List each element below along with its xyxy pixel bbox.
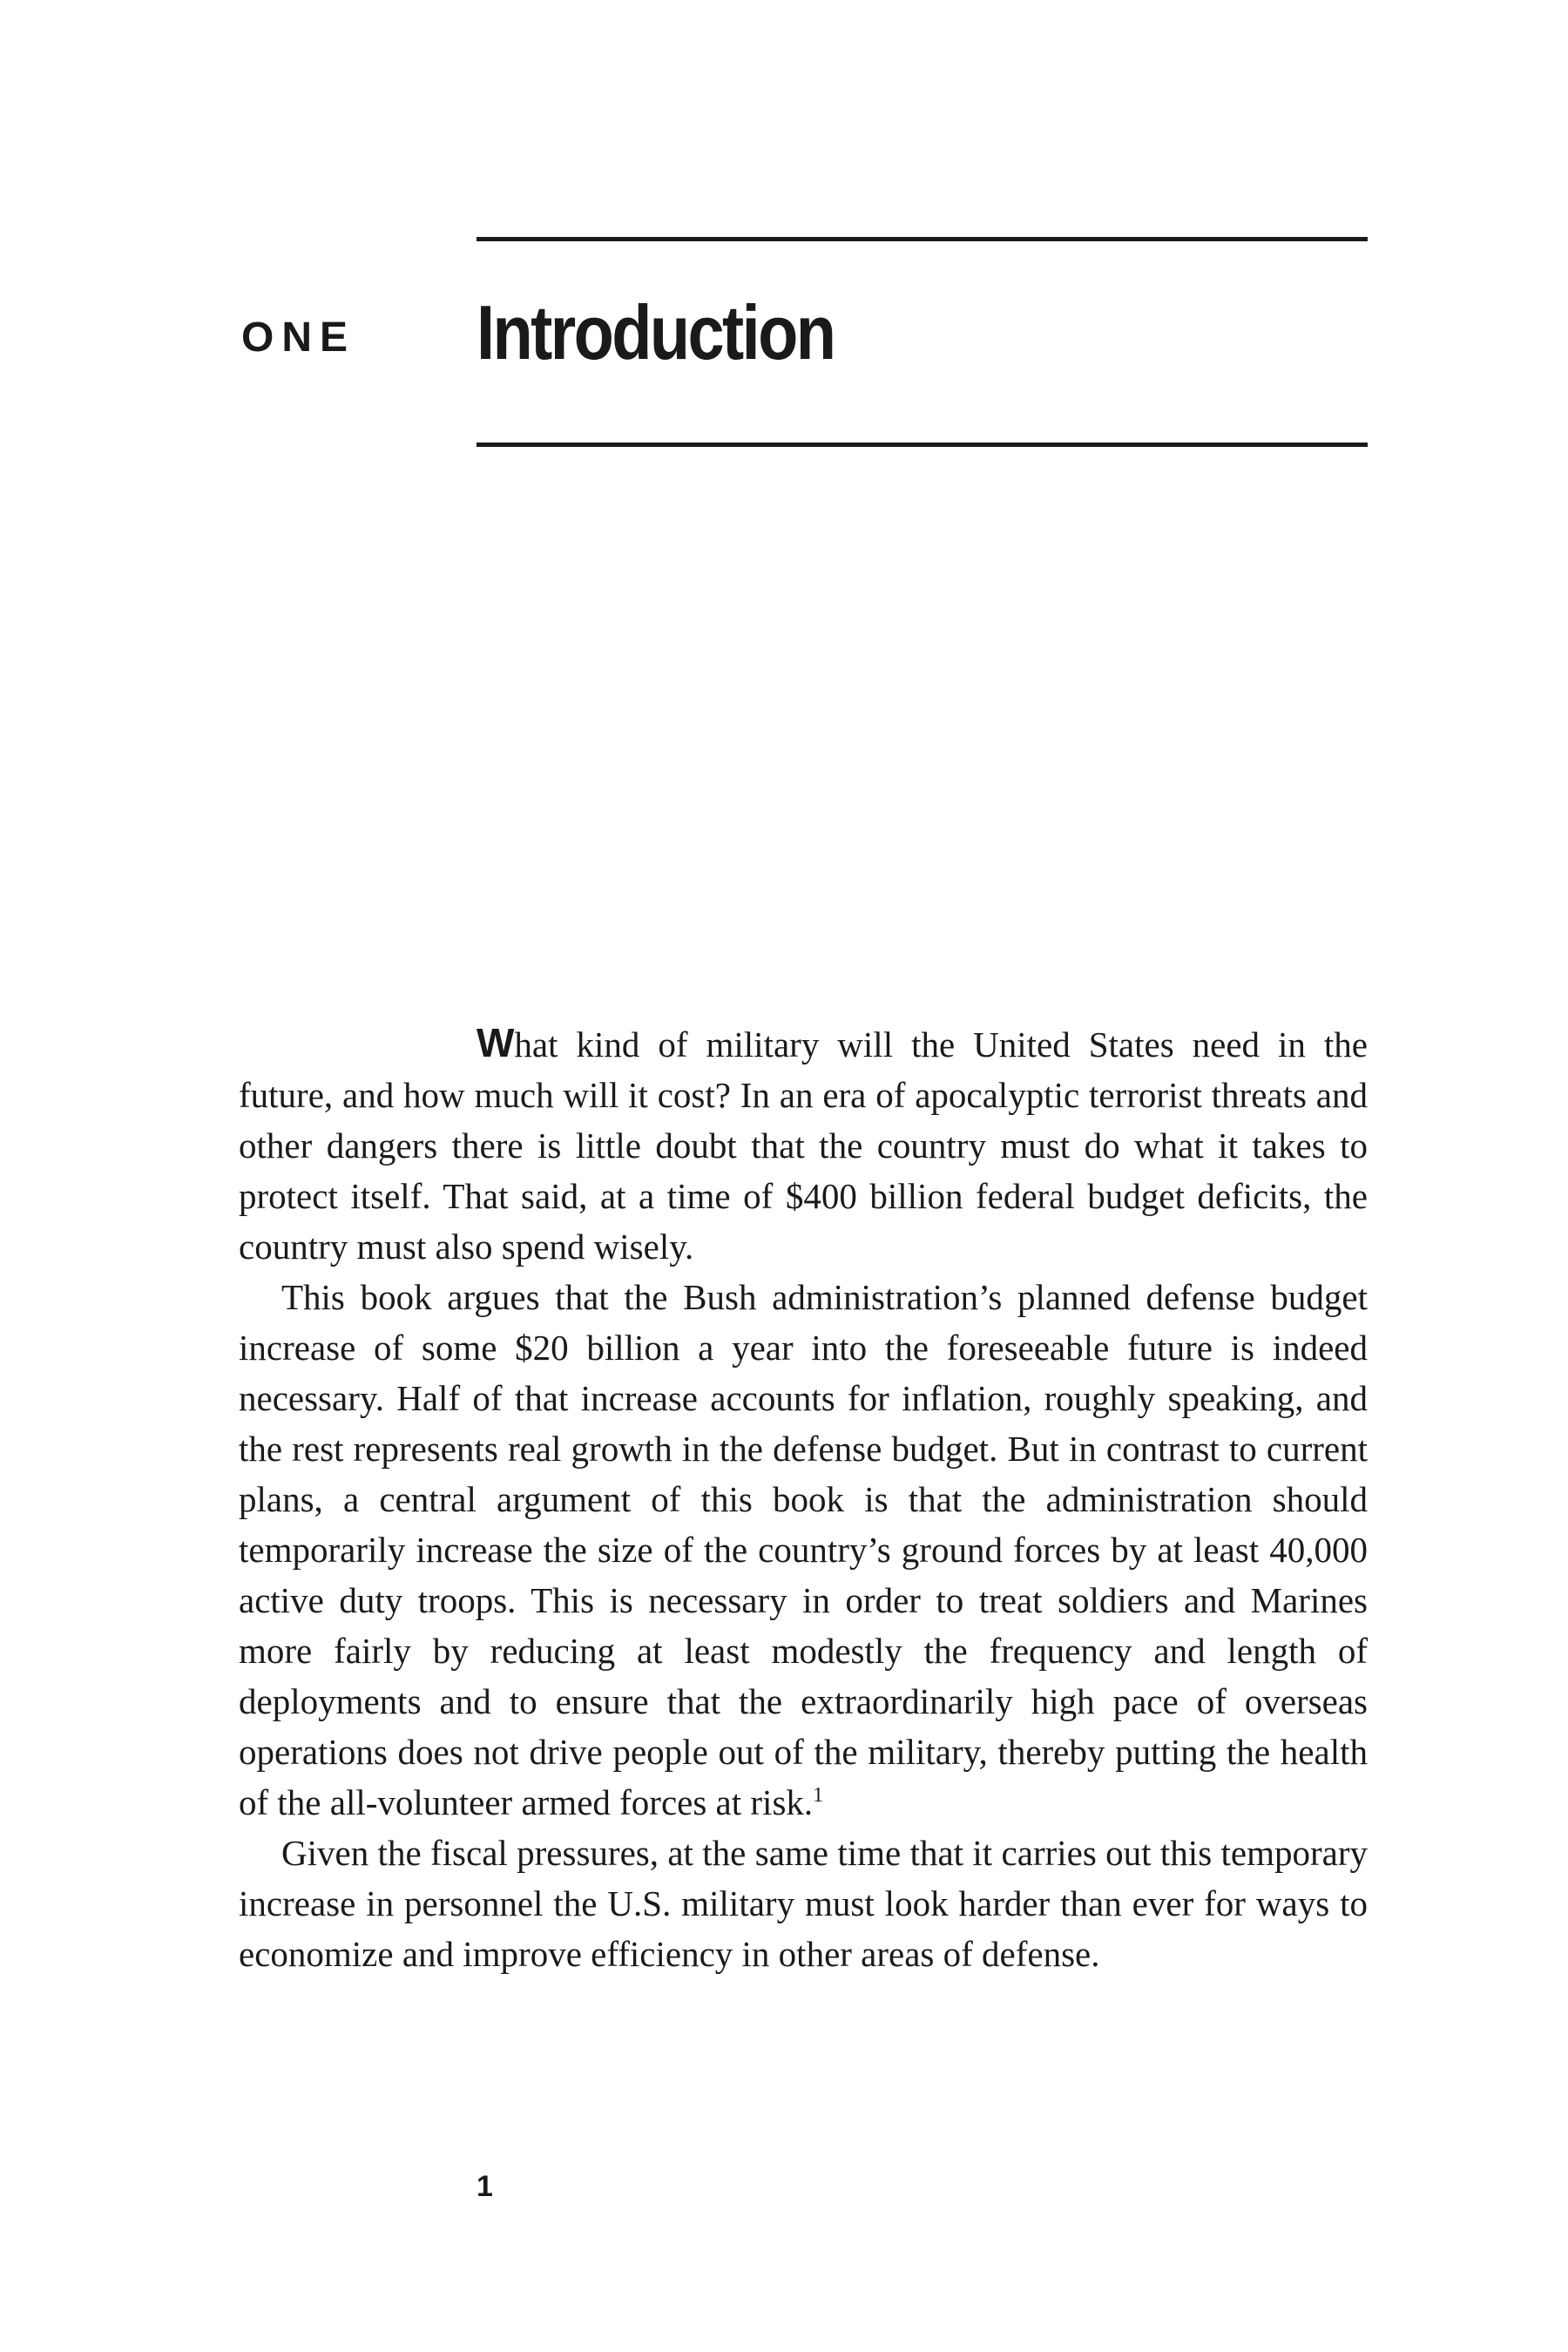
chapter-title: Introduction (476, 289, 835, 375)
initial-letter: W (476, 1020, 515, 1065)
paragraph-text: Given the fiscal pressures, at the same time that it carries out this temporary increase in personnel the U.S. military must look harder than ever for ways to economize and improve efficiency in other areas of defense. (239, 1833, 1368, 1974)
paragraph (239, 1017, 1368, 1272)
footnote-marker[interactable]: 1 (813, 1784, 824, 1807)
paragraph-text: hat kind of military will the United States need in the future, and how much will it cost? In an era of apocalyptic terrorist threats and other dangers there is little doubt that the country must do what it takes to protect itself. That said, at a time of $400 billion federal budget deficits, the country must also spend wisely. (239, 1024, 1368, 1267)
bottom-rule (476, 443, 1368, 447)
body-text (239, 1017, 1368, 1979)
paragraph (239, 1272, 1368, 1828)
paragraph (239, 1828, 1368, 1979)
top-rule (476, 237, 1368, 241)
page-number: 1 (476, 2170, 493, 2203)
paragraph-text: This book argues that the Bush administration’s planned defense budget increase of some $20 billion a year into the foreseeable future is indeed necessary. Half of that increase accounts for inflation, roughly speaking, and the rest represents real growth in the defense budget. But in contrast to current plans, a central argument of this book is that the administration should temporarily increase the size of the country’s ground forces by at least 40,000 active duty troops. This is necessary in order to treat soldiers and Marines more fairly by reducing at least modestly the frequency and length of deployments and to ensure that the extraordinarily high pace of overseas operations does not drive people out of the military, thereby putting the health of the all-volunteer armed forces at risk. (239, 1277, 1368, 1822)
chapter-number: ONE (241, 314, 356, 361)
